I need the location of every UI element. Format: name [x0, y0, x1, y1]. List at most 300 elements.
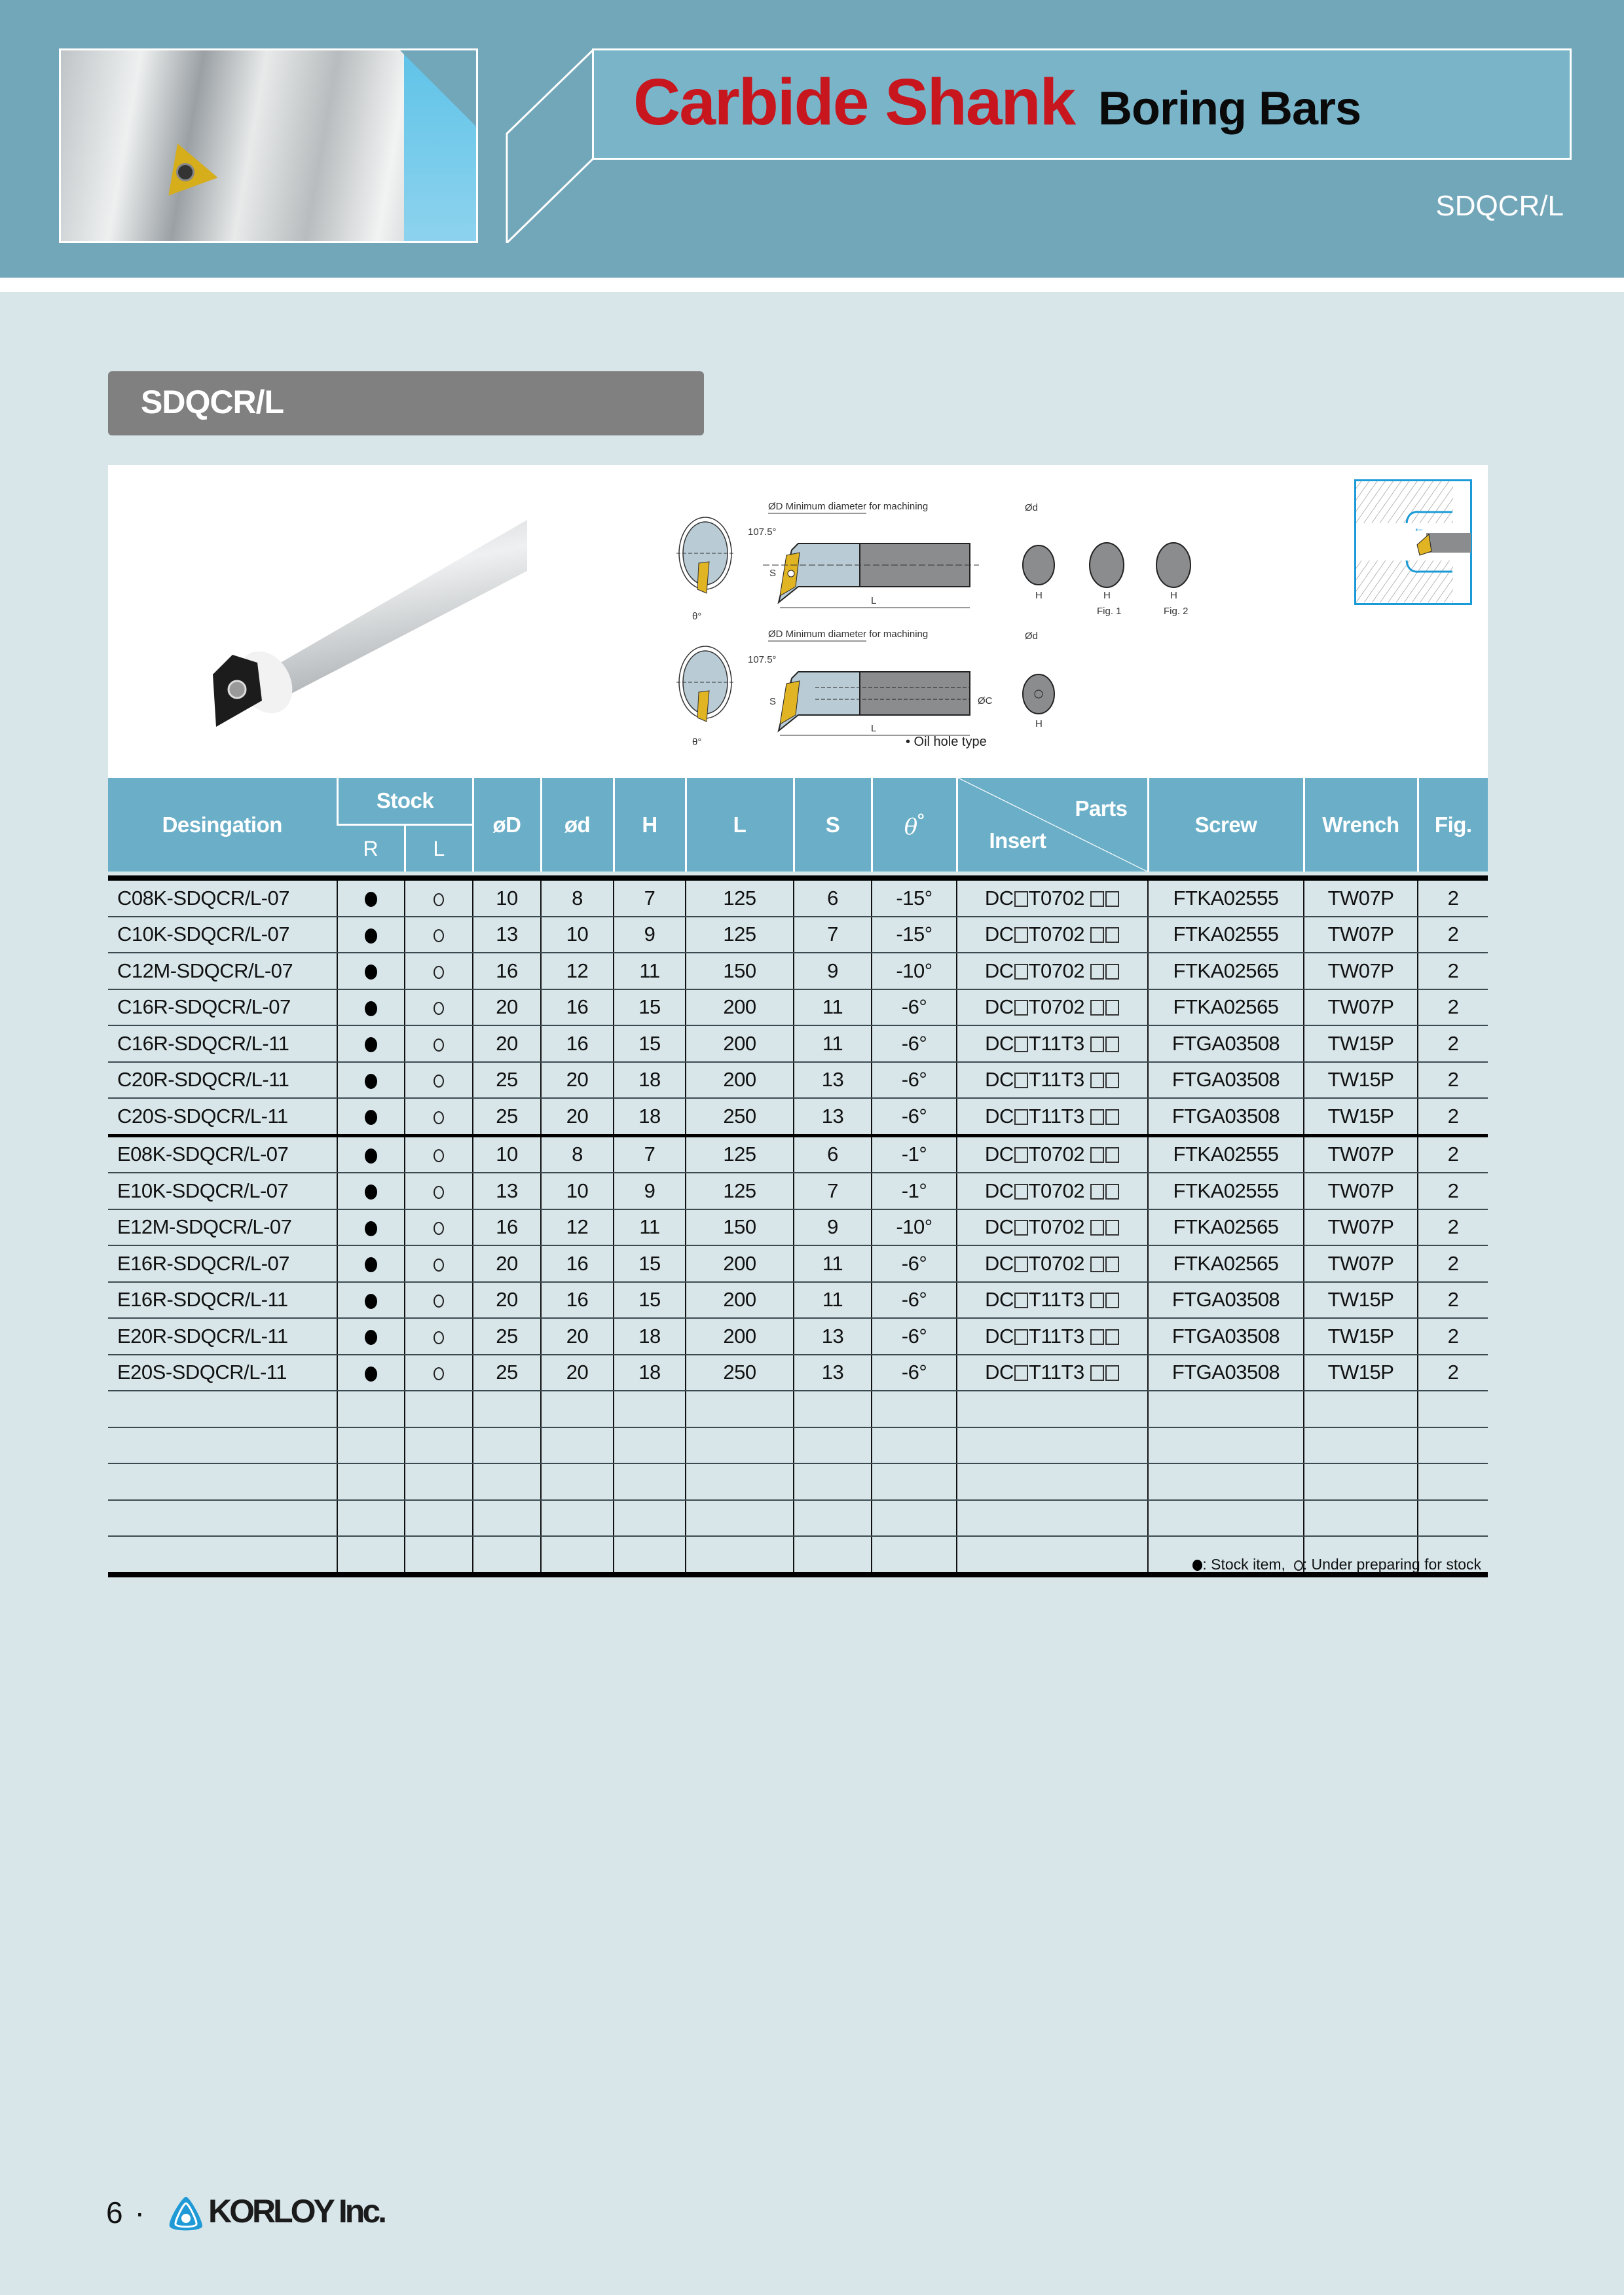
cell-S: 7: [794, 917, 872, 953]
stock-item-icon: [365, 928, 377, 944]
cell-wrench: TW07P: [1304, 1245, 1418, 1282]
placeholder-box-icon: [1105, 1184, 1119, 1200]
svg-text:H: H: [1103, 590, 1111, 601]
cell-d: 16: [541, 989, 614, 1026]
section-header: [108, 371, 704, 435]
cell-designation: C12M-SDQCR/L-07: [108, 953, 337, 989]
table-row: [108, 1098, 1488, 1135]
cell-designation: C16R-SDQCR/L-11: [108, 1025, 337, 1062]
oil-hole-note: • Oil hole type: [906, 735, 987, 749]
cell-insert: DC T11T3: [957, 1062, 1148, 1099]
cell-H: 11: [614, 953, 686, 989]
cell-theta: -10°: [872, 1209, 957, 1246]
preparing-icon: [434, 966, 444, 979]
cell-designation: E10K-SDQCR/L-07: [108, 1173, 337, 1209]
title-slant-decoration: [506, 48, 595, 243]
stock-legend: : Stock item, : Under preparing for stock: [1192, 1556, 1481, 1573]
cell-wrench: TW07P: [1304, 1173, 1418, 1209]
col-D: øD: [473, 778, 541, 872]
cell-d: 8: [541, 881, 614, 917]
cell-D: 20: [473, 989, 541, 1026]
cell-fig: 2: [1418, 1062, 1488, 1099]
table-row: [108, 881, 1488, 917]
cell-wrench: TW15P: [1304, 1318, 1418, 1355]
cell-wrench: TW07P: [1304, 1209, 1418, 1246]
table-row: [108, 1318, 1488, 1355]
stock-item-icon: [365, 1367, 377, 1382]
placeholder-box-icon: [1014, 1000, 1028, 1016]
cell-H: 18: [614, 1355, 686, 1391]
table-row: [108, 1062, 1488, 1099]
svg-text:H: H: [1035, 590, 1043, 601]
cell-screw: FTGA03508: [1148, 1318, 1304, 1355]
cell-theta: -10°: [872, 953, 957, 989]
cell-fig: 2: [1418, 1098, 1488, 1135]
placeholder-box-icon: [1090, 1329, 1104, 1345]
cell-wrench: TW07P: [1304, 953, 1418, 989]
placeholder-box-icon: [1090, 1000, 1104, 1016]
cell-screw: FTGA03508: [1148, 1025, 1304, 1062]
table-row: [108, 953, 1488, 989]
cell-L: 150: [686, 1209, 794, 1246]
cell-S: 11: [794, 1025, 872, 1062]
placeholder-box-icon: [1105, 1147, 1119, 1163]
stock-item-icon: [365, 1294, 377, 1309]
cell-L: 125: [686, 881, 794, 917]
cell-S: 6: [794, 1135, 872, 1173]
placeholder-box-icon: [1090, 1365, 1104, 1381]
preparing-icon: [434, 893, 444, 906]
cell-insert: DC T11T3: [957, 1282, 1148, 1319]
cell-wrench: TW07P: [1304, 989, 1418, 1026]
cell-theta: -6°: [872, 1025, 957, 1062]
col-designation: Desingation: [108, 778, 337, 872]
placeholder-box-icon: [1105, 1365, 1119, 1381]
cell-insert: DC T11T3: [957, 1025, 1148, 1062]
col-L: L: [686, 778, 794, 872]
placeholder-box-icon: [1014, 1365, 1028, 1381]
cell-L: 125: [686, 1135, 794, 1173]
cell-d: 10: [541, 917, 614, 953]
table-row: [108, 1135, 1488, 1173]
cell-screw: FTKA02565: [1148, 1209, 1304, 1246]
cell-fig: 2: [1418, 917, 1488, 953]
placeholder-box-icon: [1090, 1257, 1104, 1272]
svg-text:107.5°: 107.5°: [748, 654, 777, 665]
header-product-photo: [59, 48, 478, 243]
stock-item-icon: [1192, 1560, 1202, 1571]
cell-stock-r: [337, 917, 405, 953]
title-box: [592, 48, 1572, 160]
cell-screw: FTGA03508: [1148, 1282, 1304, 1319]
product-code: SDQCR/L: [1435, 190, 1564, 222]
placeholder-box-icon: [1014, 1184, 1028, 1200]
cell-H: 15: [614, 989, 686, 1026]
cell-theta: -15°: [872, 917, 957, 953]
preparing-icon: [434, 1294, 444, 1308]
cell-screw: FTKA02555: [1148, 1135, 1304, 1173]
stock-item-icon: [365, 1074, 377, 1089]
cell-designation: E12M-SDQCR/L-07: [108, 1209, 337, 1246]
cell-D: 25: [473, 1355, 541, 1391]
stock-item-icon: [365, 892, 377, 907]
placeholder-box-icon: [1014, 1073, 1028, 1088]
cell-theta: -6°: [872, 1098, 957, 1135]
svg-text:S: S: [769, 696, 777, 707]
preparing-icon: [434, 1002, 444, 1015]
stock-item-icon: [365, 964, 377, 980]
cell-wrench: TW15P: [1304, 1062, 1418, 1099]
cell-screw: FTKA02555: [1148, 1173, 1304, 1209]
cell-stock-l: [405, 989, 473, 1026]
placeholder-box-icon: [1014, 1037, 1028, 1052]
cell-insert: DC T11T3: [957, 1355, 1148, 1391]
placeholder-box-icon: [1105, 927, 1119, 943]
cell-stock-l: [405, 1318, 473, 1355]
cell-S: 9: [794, 1209, 872, 1246]
cell-d: 8: [541, 1135, 614, 1173]
cell-L: 200: [686, 1025, 794, 1062]
cell-stock-r: [337, 989, 405, 1026]
cell-screw: FTKA02565: [1148, 989, 1304, 1026]
cell-stock-r: [337, 1355, 405, 1391]
cell-d: 20: [541, 1062, 614, 1099]
col-d: ød: [541, 778, 614, 872]
svg-text:S: S: [769, 568, 777, 579]
cell-fig: 2: [1418, 1173, 1488, 1209]
placeholder-box-icon: [1090, 927, 1104, 943]
cell-S: 9: [794, 953, 872, 989]
cell-L: 125: [686, 917, 794, 953]
figure-panel: [108, 465, 1488, 778]
cell-theta: -6°: [872, 1282, 957, 1319]
cell-fig: 2: [1418, 881, 1488, 917]
empty-table-row: [108, 1427, 1488, 1464]
cell-stock-l: [405, 1025, 473, 1062]
cell-insert: DC T11T3: [957, 1098, 1148, 1135]
min-diameter-label: ØD Minimum diameter for machining: [768, 501, 929, 512]
cell-stock-l: [405, 1355, 473, 1391]
cell-fig: 2: [1418, 1282, 1488, 1319]
svg-text:Ød: Ød: [1025, 631, 1039, 642]
placeholder-box-icon: [1090, 1220, 1104, 1236]
svg-text:L: L: [871, 723, 877, 734]
cell-insert: DC T0702: [957, 1245, 1148, 1282]
svg-text:L: L: [871, 595, 877, 606]
cell-D: 13: [473, 1173, 541, 1209]
cell-screw: FTKA02555: [1148, 917, 1304, 953]
cell-D: 13: [473, 917, 541, 953]
cell-fig: 2: [1418, 953, 1488, 989]
cell-fig: 2: [1418, 1318, 1488, 1355]
cell-stock-r: [337, 953, 405, 989]
page-footer: 6 ·: [106, 2195, 145, 2230]
cell-S: 6: [794, 881, 872, 917]
empty-table-row: [108, 1463, 1488, 1500]
svg-text:ØD Minimum diameter for machin: ØD Minimum diameter for machining: [768, 629, 929, 640]
page-title: Carbide Shank: [633, 65, 1075, 139]
cell-screw: FTGA03508: [1148, 1062, 1304, 1099]
placeholder-box-icon: [1014, 1147, 1028, 1163]
stock-item-icon: [365, 1110, 377, 1125]
cell-insert: DC T0702: [957, 1135, 1148, 1173]
insert-label: Insert: [989, 828, 1046, 853]
cell-insert: DC T0702: [957, 917, 1148, 953]
placeholder-box-icon: [1090, 1073, 1104, 1088]
table-row: [108, 1173, 1488, 1209]
cell-H: 18: [614, 1098, 686, 1135]
svg-text:H: H: [1170, 590, 1177, 601]
cell-H: 11: [614, 1209, 686, 1246]
section-title: SDQCR/L: [141, 384, 284, 420]
cell-screw: FTKA02565: [1148, 953, 1304, 989]
stock-item-icon: [365, 1148, 377, 1164]
cell-stock-l: [405, 1209, 473, 1246]
cell-S: 11: [794, 989, 872, 1026]
col-H: H: [614, 778, 686, 872]
cell-fig: 2: [1418, 989, 1488, 1026]
cell-stock-r: [337, 1135, 405, 1173]
placeholder-box-icon: [1090, 1147, 1104, 1163]
cell-theta: -6°: [872, 989, 957, 1026]
cell-stock-l: [405, 1098, 473, 1135]
preparing-icon: [434, 1038, 444, 1052]
preparing-icon: [434, 1331, 444, 1344]
cell-screw: FTKA02555: [1148, 881, 1304, 917]
cell-L: 125: [686, 1173, 794, 1209]
preparing-icon: [434, 1074, 444, 1088]
cell-wrench: TW07P: [1304, 917, 1418, 953]
cell-theta: -6°: [872, 1245, 957, 1282]
placeholder-box-icon: [1014, 927, 1028, 943]
cell-D: 20: [473, 1245, 541, 1282]
preparing-icon: [434, 929, 444, 942]
technical-drawings: [671, 465, 1326, 778]
placeholder-box-icon: [1105, 1109, 1119, 1125]
cell-S: 13: [794, 1098, 872, 1135]
placeholder-box-icon: [1014, 1329, 1028, 1345]
cell-D: 20: [473, 1025, 541, 1062]
cell-D: 10: [473, 881, 541, 917]
placeholder-box-icon: [1014, 1293, 1028, 1308]
cell-S: 11: [794, 1282, 872, 1319]
preparing-icon: [1294, 1560, 1303, 1571]
cell-insert: DC T0702: [957, 989, 1148, 1026]
cell-stock-r: [337, 1062, 405, 1099]
cell-wrench: TW15P: [1304, 1355, 1418, 1391]
cell-theta: -6°: [872, 1318, 957, 1355]
cell-wrench: TW07P: [1304, 881, 1418, 917]
table-row: [108, 1209, 1488, 1246]
svg-text:ØC: ØC: [978, 695, 993, 707]
cell-fig: 2: [1418, 1245, 1488, 1282]
empty-table-row: [108, 1391, 1488, 1427]
cell-fig: 2: [1418, 1135, 1488, 1173]
cell-D: 25: [473, 1318, 541, 1355]
fig1-label: Fig. 1: [1097, 606, 1122, 617]
cell-stock-l: [405, 881, 473, 917]
cell-stock-r: [337, 1282, 405, 1319]
cell-S: 7: [794, 1173, 872, 1209]
cell-D: 16: [473, 953, 541, 989]
brand-name: KORLOY Inc.: [208, 2193, 385, 2230]
cell-designation: C20R-SDQCR/L-11: [108, 1062, 337, 1099]
cell-S: 13: [794, 1062, 872, 1099]
cell-fig: 2: [1418, 1209, 1488, 1246]
col-stock: Stock: [337, 778, 473, 825]
cell-designation: E16R-SDQCR/L-07: [108, 1245, 337, 1282]
cell-designation: E20R-SDQCR/L-11: [108, 1318, 337, 1355]
placeholder-box-icon: [1105, 964, 1119, 980]
cell-wrench: TW15P: [1304, 1025, 1418, 1062]
cell-d: 12: [541, 1209, 614, 1246]
cell-designation: C16R-SDQCR/L-07: [108, 989, 337, 1026]
cell-screw: FTGA03508: [1148, 1355, 1304, 1391]
cell-stock-l: [405, 953, 473, 989]
placeholder-box-icon: [1090, 1037, 1104, 1052]
preparing-icon: [434, 1111, 444, 1124]
theta-label: θ°: [692, 611, 702, 622]
col-theta: θ°: [872, 778, 957, 872]
col-stock-r: R: [337, 825, 405, 872]
cell-H: 7: [614, 881, 686, 917]
cell-H: 7: [614, 1135, 686, 1173]
cell-theta: -1°: [872, 1173, 957, 1209]
cell-L: 200: [686, 1245, 794, 1282]
empty-table-row: [108, 1500, 1488, 1537]
preparing-icon: [434, 1222, 444, 1235]
stock-item-icon: [365, 1001, 377, 1016]
cell-stock-l: [405, 917, 473, 953]
cell-designation: C10K-SDQCR/L-07: [108, 917, 337, 953]
cell-L: 250: [686, 1355, 794, 1391]
cell-stock-r: [337, 1245, 405, 1282]
cell-d: 12: [541, 953, 614, 989]
cell-D: 25: [473, 1098, 541, 1135]
cell-H: 15: [614, 1025, 686, 1062]
cell-stock-l: [405, 1282, 473, 1319]
cell-L: 200: [686, 989, 794, 1026]
placeholder-box-icon: [1105, 1257, 1119, 1272]
cell-designation: E20S-SDQCR/L-11: [108, 1355, 337, 1391]
cell-d: 10: [541, 1173, 614, 1209]
fig2-label: Fig. 2: [1164, 606, 1189, 617]
cell-stock-r: [337, 1025, 405, 1062]
page-number: 6: [106, 2195, 123, 2230]
cell-D: 20: [473, 1282, 541, 1319]
placeholder-box-icon: [1014, 891, 1028, 907]
cell-d: 20: [541, 1355, 614, 1391]
cell-d: 16: [541, 1245, 614, 1282]
stock-item-icon: [365, 1037, 377, 1052]
cell-d: 16: [541, 1025, 614, 1062]
preparing-icon: [434, 1258, 444, 1272]
cell-theta: -6°: [872, 1062, 957, 1099]
cell-stock-l: [405, 1062, 473, 1099]
cell-L: 150: [686, 953, 794, 989]
cell-stock-r: [337, 1318, 405, 1355]
cell-d: 16: [541, 1282, 614, 1319]
stock-item-icon: [365, 1221, 377, 1236]
col-stock-l: L: [405, 825, 473, 872]
svg-text:θ°: θ°: [692, 737, 702, 748]
angle-label: 107.5°: [748, 526, 777, 538]
cell-stock-r: [337, 1209, 405, 1246]
cell-designation: E16R-SDQCR/L-11: [108, 1282, 337, 1319]
cell-H: 18: [614, 1062, 686, 1099]
placeholder-box-icon: [1105, 891, 1119, 907]
col-S: S: [794, 778, 872, 872]
placeholder-box-icon: [1090, 964, 1104, 980]
cell-H: 15: [614, 1245, 686, 1282]
spec-table-body: [108, 881, 1488, 1575]
placeholder-box-icon: [1105, 1293, 1119, 1308]
cell-stock-l: [405, 1173, 473, 1209]
cell-theta: -6°: [872, 1355, 957, 1391]
cell-D: 25: [473, 1062, 541, 1099]
cell-theta: -15°: [872, 881, 957, 917]
cell-D: 16: [473, 1209, 541, 1246]
cell-L: 250: [686, 1098, 794, 1135]
parts-label: Parts: [1075, 796, 1128, 820]
drawing-oil-hole: [676, 629, 1054, 748]
cell-designation: C20S-SDQCR/L-11: [108, 1098, 337, 1135]
cell-wrench: TW15P: [1304, 1282, 1418, 1319]
screw-icon: [176, 163, 194, 181]
cell-insert: DC T0702: [957, 953, 1148, 989]
col-wrench: Wrench: [1304, 778, 1418, 872]
svg-text:←: ←: [1413, 521, 1425, 534]
page-subtitle: Boring Bars: [1098, 83, 1361, 135]
cell-H: 9: [614, 917, 686, 953]
cell-screw: FTGA03508: [1148, 1098, 1304, 1135]
cell-stock-l: [405, 1245, 473, 1282]
cell-screw: FTKA02565: [1148, 1245, 1304, 1282]
table-row: [108, 917, 1488, 953]
cell-D: 10: [473, 1135, 541, 1173]
drawing-standard: [676, 501, 1190, 622]
cell-stock-r: [337, 1098, 405, 1135]
placeholder-box-icon: [1090, 891, 1104, 907]
cell-d: 20: [541, 1318, 614, 1355]
cell-L: 200: [686, 1062, 794, 1099]
svg-text:Ød: Ød: [1025, 502, 1039, 513]
spec-table: [108, 778, 1488, 1577]
cell-stock-l: [405, 1135, 473, 1173]
col-fig: Fig.: [1418, 778, 1488, 872]
boring-bar-photo: [187, 491, 527, 740]
placeholder-box-icon: [1090, 1109, 1104, 1125]
cell-insert: DC T0702: [957, 1173, 1148, 1209]
table-row: [108, 1245, 1488, 1282]
cell-fig: 2: [1418, 1025, 1488, 1062]
placeholder-box-icon: [1105, 1329, 1119, 1345]
placeholder-box-icon: [1105, 1220, 1119, 1236]
machining-diagram: [1354, 479, 1472, 605]
cell-L: 200: [686, 1318, 794, 1355]
cell-H: 15: [614, 1282, 686, 1319]
preparing-icon: [434, 1186, 444, 1199]
table-row: [108, 1025, 1488, 1062]
preparing-icon: [434, 1367, 444, 1380]
cell-insert: DC T11T3: [957, 1318, 1148, 1355]
cell-fig: 2: [1418, 1355, 1488, 1391]
cell-S: 13: [794, 1355, 872, 1391]
placeholder-box-icon: [1014, 1109, 1028, 1125]
cell-d: 20: [541, 1098, 614, 1135]
korloy-logo-icon: [166, 2195, 206, 2234]
col-screw: Screw: [1148, 778, 1304, 872]
